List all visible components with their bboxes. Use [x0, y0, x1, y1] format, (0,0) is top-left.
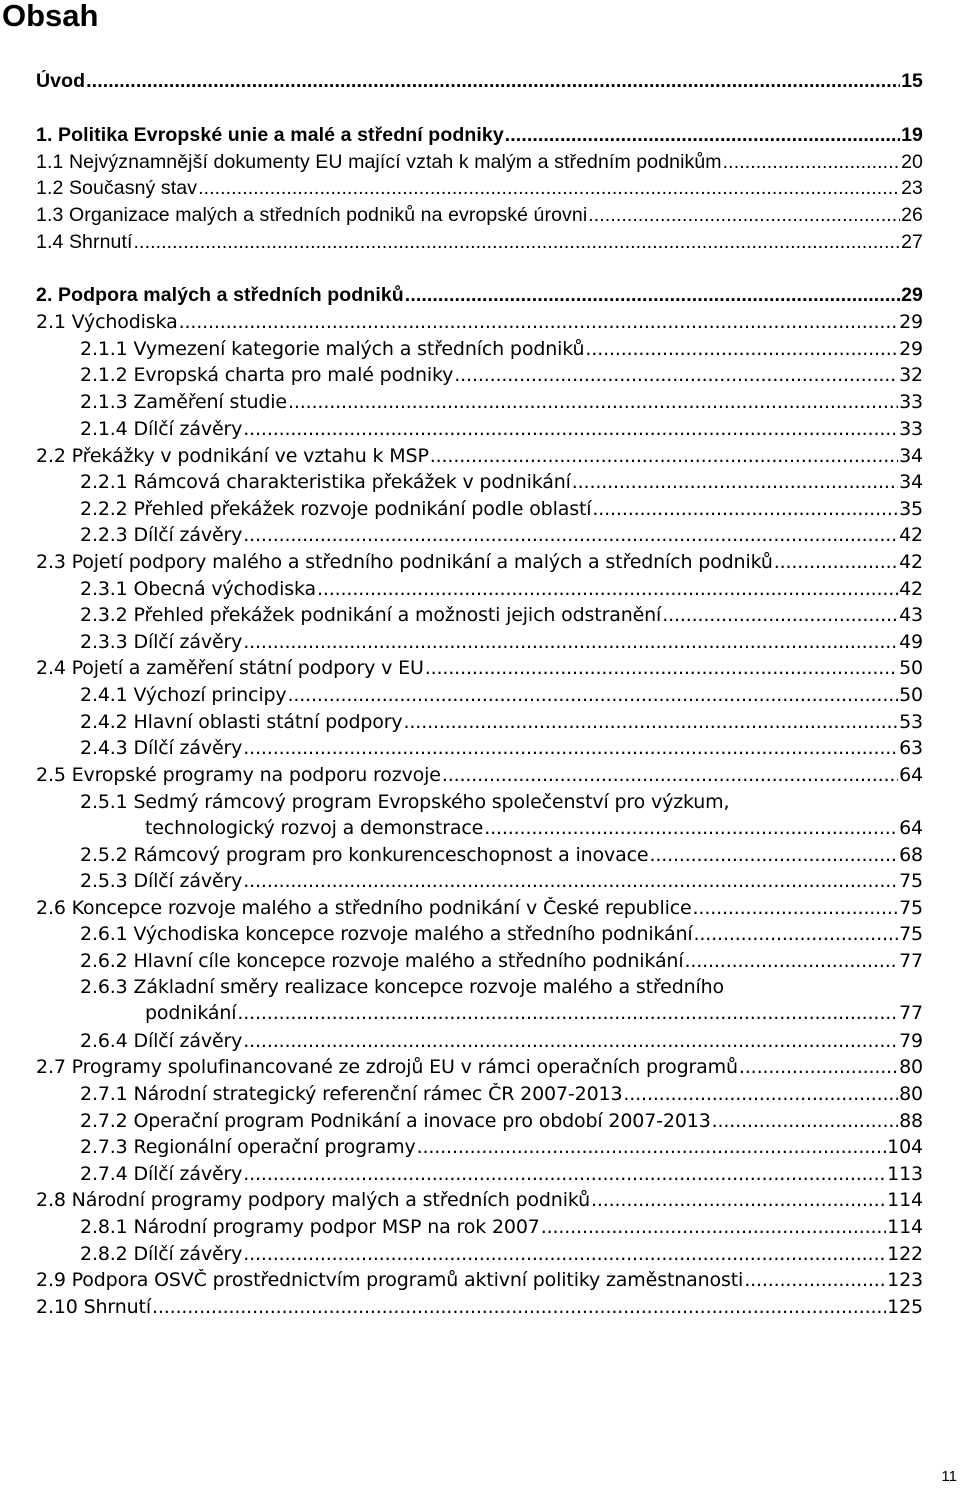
toc-entry-title	[80, 1110, 711, 1132]
toc-entry-page: 88	[899, 1110, 923, 1132]
dot-leader	[623, 1083, 898, 1105]
dot-leader	[442, 764, 898, 786]
dot-leader	[588, 204, 900, 227]
toc-entry-number: 2.2.1	[80, 471, 128, 493]
toc-entry-text: Národní strategický referenční rámec ČR 2007-2013	[133, 1083, 623, 1105]
toc-entry-number: 2.5.3	[80, 870, 128, 892]
toc-entry-number: 1.	[36, 124, 53, 146]
toc-entry-number: 2.7.3	[80, 1136, 128, 1158]
dot-leader	[649, 844, 898, 866]
dot-leader	[723, 151, 900, 174]
toc-entry-title	[80, 950, 683, 972]
toc-entry-text: Národní programy podpory malých a středních podniků	[71, 1189, 590, 1211]
toc-entry-page: 68	[899, 844, 923, 866]
toc-entry-page: 64	[899, 817, 923, 839]
toc-entry-text: Podpora OSVČ prostřednictvím programů aktivní politiky zaměstnanosti	[71, 1269, 744, 1291]
toc-entry-text: Koncepce rozvoje malého a středního podnikání v České republice	[71, 897, 692, 919]
toc-entry-page: 34	[899, 445, 923, 467]
toc-entry-text: Výchozí principy	[133, 684, 287, 706]
toc-entry-number: 2.6.2	[80, 950, 128, 972]
dot-leader	[179, 311, 899, 333]
toc-entry-title	[80, 604, 661, 626]
dot-leader	[405, 284, 900, 307]
toc-entry-title	[80, 1216, 540, 1238]
toc-entry-title	[80, 498, 591, 520]
toc-entry-number: 2.3	[36, 551, 66, 573]
dot-leader	[425, 657, 898, 679]
toc-entry-number: 2.8.1	[80, 1216, 128, 1238]
toc-entry-page: 104	[887, 1136, 923, 1158]
toc-entry-page: 75	[899, 923, 923, 945]
toc-entry-text: Překážky v podnikání ve vztahu k MSP	[71, 445, 429, 467]
dot-leader	[693, 897, 899, 919]
toc-entry-number: 1.1	[36, 151, 64, 173]
toc-entry-title	[36, 551, 773, 573]
toc-entry-title	[36, 231, 133, 254]
toc-entry-number: 2.2.3	[80, 524, 128, 546]
toc-entry-text: Východiska	[71, 311, 178, 333]
toc-entry-title	[36, 177, 197, 200]
toc-entry-text: Politika Evropské unie a malé a střední podniky	[58, 124, 504, 146]
toc-entry-title	[80, 524, 242, 546]
dot-leader	[152, 1296, 886, 1318]
toc-entry-title	[80, 338, 584, 360]
toc-entry-title	[36, 445, 429, 467]
toc-entry-title	[36, 1269, 743, 1291]
dot-leader	[288, 391, 898, 413]
toc-entry-page: 33	[899, 391, 923, 413]
toc-entry-number: 2.1	[36, 311, 66, 333]
toc-entry-page: 50	[899, 657, 923, 679]
toc-entry-number: 1.3	[36, 204, 64, 226]
toc-entry-number: 1.4	[36, 231, 64, 253]
toc-entry-page: 50	[899, 684, 923, 706]
toc-entry-number: Úvod	[36, 70, 86, 92]
toc-entry-title	[80, 1136, 416, 1158]
toc-entry-title	[36, 657, 424, 679]
toc-entry-text: Současný stav	[68, 177, 198, 199]
toc-entry-title	[80, 418, 242, 440]
dot-leader	[662, 604, 898, 626]
toc-entry-text: Rámcová charakteristika překážek v podnikání	[133, 471, 571, 493]
toc-entry-page: 79	[899, 1030, 923, 1052]
toc-entry-number: 2.5.1	[80, 791, 128, 813]
dot-leader	[505, 124, 900, 147]
toc-entry-page: 114	[887, 1189, 923, 1211]
toc-entry-text: Dílčí závěry	[133, 1243, 243, 1265]
toc-entry-title	[36, 284, 404, 307]
toc-entry-number: 2.2	[36, 445, 66, 467]
toc-entry-number: 2.4	[36, 657, 66, 679]
dot-leader	[243, 1243, 886, 1265]
toc-entry-title	[80, 631, 242, 653]
toc-entry-page: 80	[899, 1056, 923, 1078]
toc-entry-text: Dílčí závěry	[133, 737, 243, 759]
toc-entry-text-continued: podnikání	[145, 1002, 237, 1024]
dot-leader	[694, 923, 899, 945]
toc-entry-title	[80, 364, 453, 386]
toc-entry-title	[80, 1163, 242, 1185]
toc-entry-page: 114	[887, 1216, 923, 1238]
toc-entry-text: Hlavní cíle koncepce rozvoje malého a středního podnikání	[133, 950, 684, 972]
dot-leader	[684, 950, 898, 972]
toc-entry-title	[36, 1056, 738, 1078]
toc-entry-number: 2.6.4	[80, 1030, 128, 1052]
toc-entry-title	[36, 124, 504, 147]
toc-entry-title	[80, 684, 286, 706]
toc-entry-text: Přehled překážek rozvoje podnikání podle oblastí	[133, 498, 592, 520]
dot-leader	[237, 1002, 898, 1024]
dot-leader	[774, 551, 898, 573]
toc-entry-page: 23	[901, 177, 923, 199]
toc-entry-number: 2.1.3	[80, 391, 128, 413]
toc-entry-number: 2.4.2	[80, 711, 128, 733]
dot-leader	[739, 1056, 898, 1078]
dot-leader	[243, 1030, 898, 1052]
toc-entry-number: 2.1.2	[80, 364, 128, 386]
toc-entry-page: 113	[887, 1163, 923, 1185]
toc-entry-number: 2.7.1	[80, 1083, 128, 1105]
page-title: Obsah	[2, 0, 99, 33]
page-number: 11	[941, 1468, 957, 1485]
toc-entry-number: 2.9	[36, 1269, 66, 1291]
toc-entry-number: 2.3.1	[80, 578, 128, 600]
dot-leader	[572, 471, 898, 493]
toc-entry-title	[80, 711, 403, 733]
toc-entry-text: Dílčí závěry	[133, 870, 243, 892]
toc-entry-text: Programy spolufinancované ze zdrojů EU v rámci operačních programů	[71, 1056, 738, 1078]
toc-entry-title	[80, 791, 729, 813]
dot-leader	[454, 364, 898, 386]
dot-leader	[243, 524, 898, 546]
toc-entry-text: Pojetí podpory malého a středního podnikání a malých a středních podniků	[71, 551, 773, 573]
toc-entry-page: 27	[901, 231, 923, 253]
toc-entry-text: Východiska koncepce rozvoje malého a středního podnikání	[133, 923, 693, 945]
toc-entry-title	[36, 204, 587, 227]
toc-entry-page: 20	[901, 151, 923, 173]
toc-entry-number: 2.6	[36, 897, 66, 919]
toc-entry-title	[80, 1243, 242, 1265]
toc-entry-text: Pojetí a zaměření státní podpory v EU	[71, 657, 424, 679]
toc-entry-page: 77	[899, 950, 923, 972]
toc-entry-page: 34	[899, 471, 923, 493]
toc-entry-page: 29	[901, 284, 923, 306]
toc-entry-title	[36, 1189, 590, 1211]
dot-leader	[541, 1216, 886, 1238]
dot-leader	[317, 578, 898, 600]
toc-entry-number: 2.6.1	[80, 923, 128, 945]
toc-entry-number: 2.10	[36, 1296, 78, 1318]
toc-entry-text: Podpora malých a středních podniků	[58, 284, 404, 306]
toc-entry-page: 43	[899, 604, 923, 626]
toc-entry-page: 42	[899, 578, 923, 600]
toc-entry-page: 53	[899, 711, 923, 733]
toc-entry-number: 2.6.3	[80, 976, 128, 998]
toc-entry-text: Nejvýznamnější dokumenty EU mající vztah k malým a středním podnikům	[68, 151, 722, 173]
dot-leader	[712, 1110, 898, 1132]
toc-entry-text: Zaměření studie	[133, 391, 287, 413]
dot-leader	[243, 631, 898, 653]
toc-entry-page: 26	[901, 204, 923, 226]
dot-leader	[585, 338, 898, 360]
toc-entry-text: Dílčí závěry	[133, 418, 243, 440]
toc-entry-number: 2.5.2	[80, 844, 128, 866]
toc-entry-title	[80, 471, 571, 493]
toc-entry-text: Vymezení kategorie malých a středních podniků	[133, 338, 585, 360]
toc-entry-page: 29	[899, 338, 923, 360]
toc-entry-text: Dílčí závěry	[133, 631, 243, 653]
toc-entry-page: 75	[899, 870, 923, 892]
toc-entry-page: 75	[899, 897, 923, 919]
toc-entry-text: Obecná východiska	[133, 578, 316, 600]
dot-leader	[198, 177, 900, 200]
dot-leader	[243, 870, 898, 892]
dot-leader	[591, 1189, 886, 1211]
toc-entry-page: 77	[899, 1002, 923, 1024]
dot-leader	[86, 70, 900, 93]
toc-entry-page: 49	[899, 631, 923, 653]
toc-entry-page: 15	[901, 70, 923, 92]
toc-entry-title	[36, 897, 692, 919]
toc-entry-title	[80, 578, 316, 600]
toc-entry-number: 2.1.4	[80, 418, 128, 440]
toc-entry-number: 2.1.1	[80, 338, 128, 360]
toc-entry-text: Národní programy podpor MSP na rok 2007	[133, 1216, 540, 1238]
toc-entry-title	[36, 764, 441, 786]
toc-entry-text: Shrnutí	[83, 1296, 151, 1318]
toc-entry-title	[80, 1083, 622, 1105]
toc-entry-text: Rámcový program pro konkurenceschopnost a inovace	[133, 844, 649, 866]
toc-entry-number: 2.3.3	[80, 631, 128, 653]
toc-entry-page: 33	[899, 418, 923, 440]
toc-entry-page: 123	[887, 1269, 923, 1291]
toc-entry-page: 42	[899, 524, 923, 546]
toc-entry-page: 42	[899, 551, 923, 573]
toc-entry-text: Evropské programy na podporu rozvoje	[71, 764, 441, 786]
toc-entry-number: 2.8.2	[80, 1243, 128, 1265]
toc-entry-number: 2.8	[36, 1189, 66, 1211]
toc-entry-number: 2.3.2	[80, 604, 128, 626]
toc-entry-page: 35	[899, 498, 923, 520]
toc-entry-page: 19	[901, 124, 923, 146]
toc-entry-text: Shrnutí	[68, 231, 133, 253]
toc-entry-number: 2.7	[36, 1056, 66, 1078]
toc-entry-number: 2.5	[36, 764, 66, 786]
toc-entry-text-continued: technologický rozvoj a demonstrace	[145, 817, 484, 839]
toc-entry-title	[36, 311, 178, 333]
toc-entry-text: Hlavní oblasti státní podpory	[133, 711, 403, 733]
toc-entry-title	[80, 844, 648, 866]
toc-entry-page: 32	[899, 364, 923, 386]
toc-entry-text: Základní směry realizace koncepce rozvoje malého a středního	[133, 976, 724, 998]
toc-entry-number: 2.	[36, 284, 53, 306]
toc-entry-title	[36, 1296, 151, 1318]
toc-entry-number: 2.7.4	[80, 1163, 128, 1185]
toc-entry-number: 1.2	[36, 177, 64, 199]
toc-entry-text: Regionální operační programy	[133, 1136, 416, 1158]
toc-entry-title	[36, 151, 722, 174]
dot-leader	[484, 817, 898, 839]
toc-entry-page: 122	[887, 1243, 923, 1265]
dot-leader	[243, 418, 898, 440]
toc-entry-text: Dílčí závěry	[133, 1030, 243, 1052]
toc-entry-text: Operační program Podnikání a inovace pro období 2007-2013	[133, 1110, 711, 1132]
toc-entry-title	[80, 737, 242, 759]
toc-entry-title	[36, 70, 85, 93]
toc-entry-title	[80, 391, 287, 413]
dot-leader	[243, 1163, 886, 1185]
dot-leader	[430, 445, 898, 467]
toc-entry-text: Dílčí závěry	[133, 524, 243, 546]
toc-entry-text: Evropská charta pro malé podniky	[133, 364, 454, 386]
dot-leader	[287, 684, 898, 706]
toc-entry-title	[80, 870, 242, 892]
toc-entry-page: 63	[899, 737, 923, 759]
dot-leader	[592, 498, 898, 520]
toc-entry-text: Organizace malých a středních podniků na evropské úrovni	[68, 204, 588, 226]
toc-entry-text: Přehled překážek podnikání a možnosti jejich odstranění	[133, 604, 662, 626]
toc-entry-number: 2.4.1	[80, 684, 128, 706]
toc-entry-title	[80, 976, 724, 998]
toc-entry-title	[80, 1030, 242, 1052]
toc-entry-page: 64	[899, 764, 923, 786]
dot-leader	[404, 711, 899, 733]
toc-entry-text: Sedmý rámcový program Evropského společenství pro výzkum,	[133, 791, 730, 813]
toc-entry-page: 125	[887, 1296, 923, 1318]
toc-entry-number: 2.7.2	[80, 1110, 128, 1132]
dot-leader	[134, 231, 901, 254]
toc-entry-number: 2.4.3	[80, 737, 128, 759]
toc-entry-text: Dílčí závěry	[133, 1163, 243, 1185]
toc-entry-title	[80, 923, 693, 945]
dot-leader	[744, 1269, 886, 1291]
toc-entry-page: 29	[899, 311, 923, 333]
dot-leader	[243, 737, 898, 759]
toc-entry-page: 80	[899, 1083, 923, 1105]
toc-entry-number: 2.2.2	[80, 498, 128, 520]
dot-leader	[417, 1136, 887, 1158]
